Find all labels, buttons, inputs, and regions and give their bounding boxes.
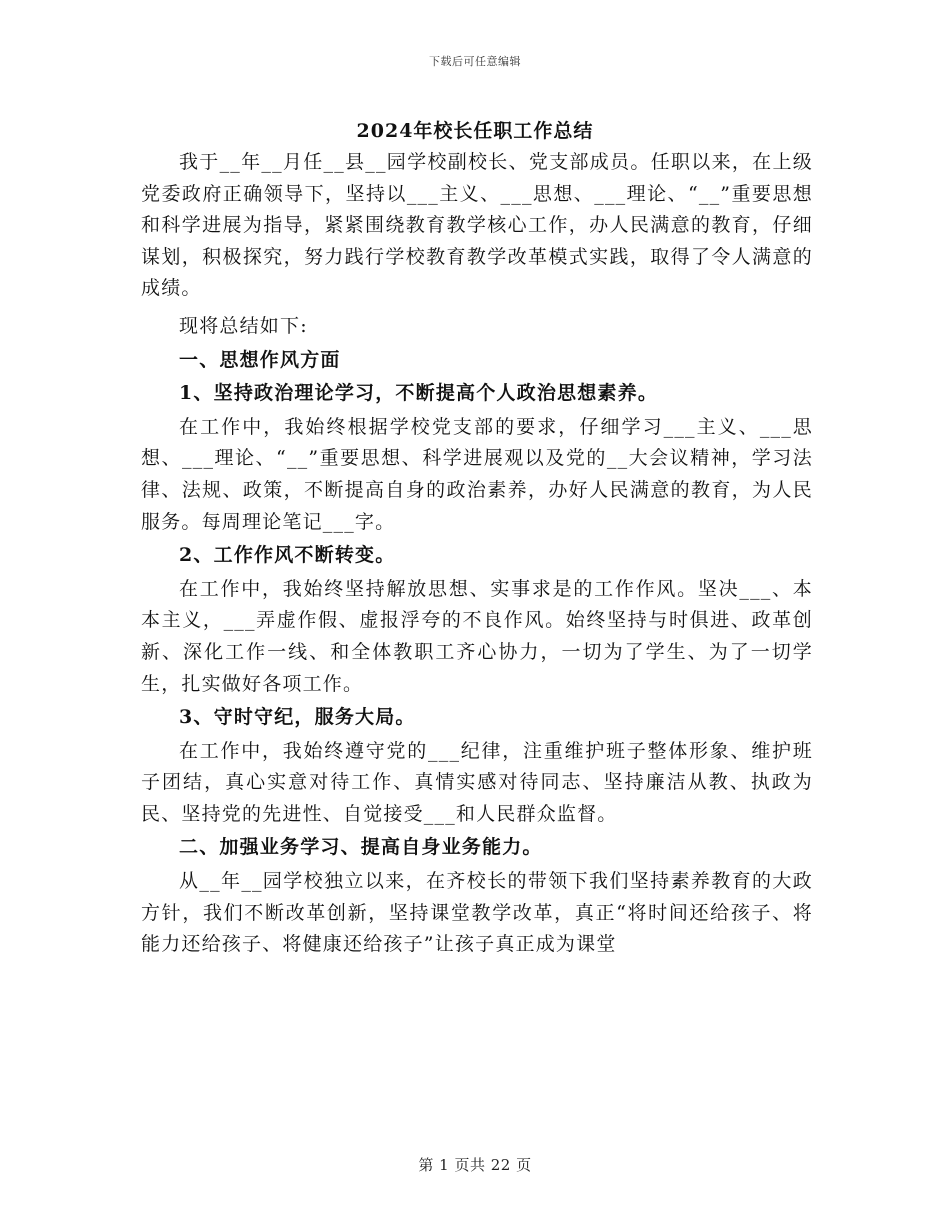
paragraph-political-study: 在工作中，我始终根据学校党支部的要求，仔细学习___主义、___思想、___理论、“__”重要思想、科学进展观以及党的__大会议精神，学习法律、法规、政策，不断提高自身的政治素养，办好人民满意的教育，为人民服务。每周理论笔记___字。 bbox=[141, 415, 813, 533]
subheading-political-study: 1、坚持政治理论学习，不断提高个人政治思想素养。 bbox=[179, 382, 659, 405]
section-heading-ideology: 一、思想作风方面 bbox=[179, 348, 341, 371]
paragraph-work-style: 在工作中，我始终坚持解放思想、实事求是的工作作风。坚决___、本本主义，___弄虚作假、虚报浮夸的不良作风。始终坚持与时俱进、政革创新、深化工作一线、和全体教职工齐心协力，一切为了学生、为了一切学生，扎实做好各项工作。 bbox=[141, 577, 813, 695]
paragraph-summary-lead: 现将总结如下: bbox=[179, 314, 308, 337]
paragraph-professional: 从__年__园学校独立以来，在齐校长的带领下我们坚持素养教育的大政方针，我们不断改革创新，坚持课堂教学改革，真正“将时间还给孩子、将能力还给孩子、将健康还给孩子”让孩子真正成为课堂 bbox=[141, 870, 813, 956]
subheading-discipline: 3、守时守纪，服务大局。 bbox=[179, 706, 416, 729]
subheading-work-style: 2、工作作风不断转变。 bbox=[179, 544, 396, 567]
document-body bbox=[141, 147, 813, 961]
paragraph-discipline: 在工作中，我始终遵守党的___纪律，注重维护班子整体形象、维护班子团结，真心实意对待工作、真情实感对待同志、坚持廉洁从教、执政为民、坚持党的先进性、自觉接受___和人民群众监督。 bbox=[141, 739, 813, 825]
page-indicator: 第 1 页共 22 页 bbox=[418, 1156, 532, 1174]
document-title: 2024年校长任职工作总结 bbox=[356, 120, 594, 142]
section-heading-professional: 二、加强业务学习、提高自身业务能力。 bbox=[179, 836, 543, 859]
paragraph-intro: 我于__年__月任__县__园学校副校长、党支部成员。任职以来，在上级党委政府正确领导下，坚持以___主义、___思想、___理论、“__”重要思想和科学进展为指导，紧紧围绕教育教学核心工作，办人民满意的教育，仔细谋划，积极探究，努力践行学校教育教学改革模式实践，取得了令人满意的成绩。 bbox=[141, 151, 813, 300]
header-note: 下载后可任意编辑 bbox=[429, 55, 521, 68]
